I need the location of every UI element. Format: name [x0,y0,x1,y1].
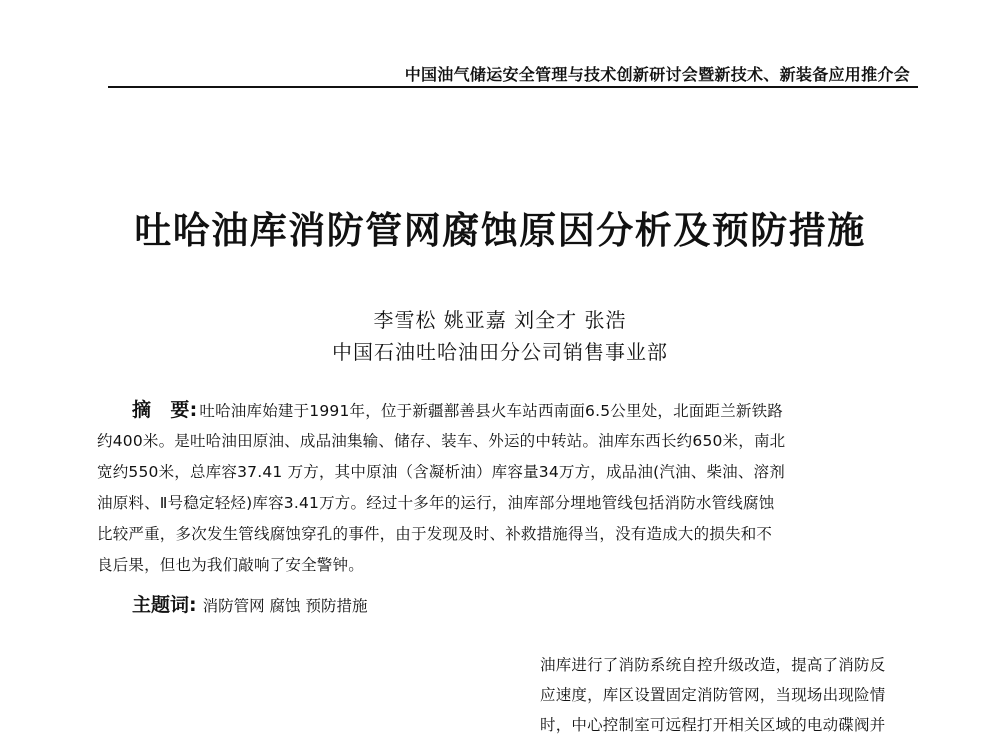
abstract-line: 良后果，但也为我们敲响了安全警钟。 [97,556,364,574]
body-line: 油库进行了消防系统自控升级改造，提高了消防反 [540,656,886,674]
abstract [97,395,917,581]
body-line: 时，中心控制室可远程打开相关区域的电动碟阀并 [540,716,886,734]
paper-title: 吐哈油库消防管网腐蚀原因分析及预防措施 [134,209,866,252]
paper-affiliation: 中国石油吐哈油田分公司销售事业部 [332,340,668,364]
abstract-label: 摘 要: [132,399,198,421]
abstract-line: 约400米。是吐哈油田原油、成品油集输、储存、装车、外运的中转站。油库东西长约650米，南北 [97,432,786,450]
abstract-line: 油原料、Ⅱ号稳定轻烃)库容3.41万方。经过十多年的运行，油库部分埋地管线包括消防水管线腐蚀 [97,494,775,512]
abstract-line: 宽约550米，总库容37.41 万方，其中原油（含凝析油）库容量34万方，成品油(汽油、柴油、溶剂 [97,463,785,481]
paper-authors: 李雪松 姚亚嘉 刘全才 张浩 [373,308,627,332]
abstract-line-text: 吐哈油库始建于1991年，位于新疆鄯善县火车站西南面6.5公里处，北面距兰新铁路 [199,402,784,420]
abstract-line: 比较严重，多次发生管线腐蚀穿孔的事件，由于发现及时、补救措施得当，没有造成大的损失和不 [97,525,773,543]
abstract-line [97,395,917,426]
running-header [108,62,918,88]
keywords [132,590,367,621]
keywords-label: 主题词: [132,594,197,616]
keywords-value: 消防管网 腐蚀 预防措施 [202,597,368,615]
header-rule [108,86,918,88]
body-line: 应速度，库区设置固定消防管网，当现场出现险情 [540,686,886,704]
body-text-right-column [540,650,920,734]
running-header-text: 中国油气储运安全管理与技术创新研讨会暨新技术、新装备应用推介会 [404,65,910,84]
